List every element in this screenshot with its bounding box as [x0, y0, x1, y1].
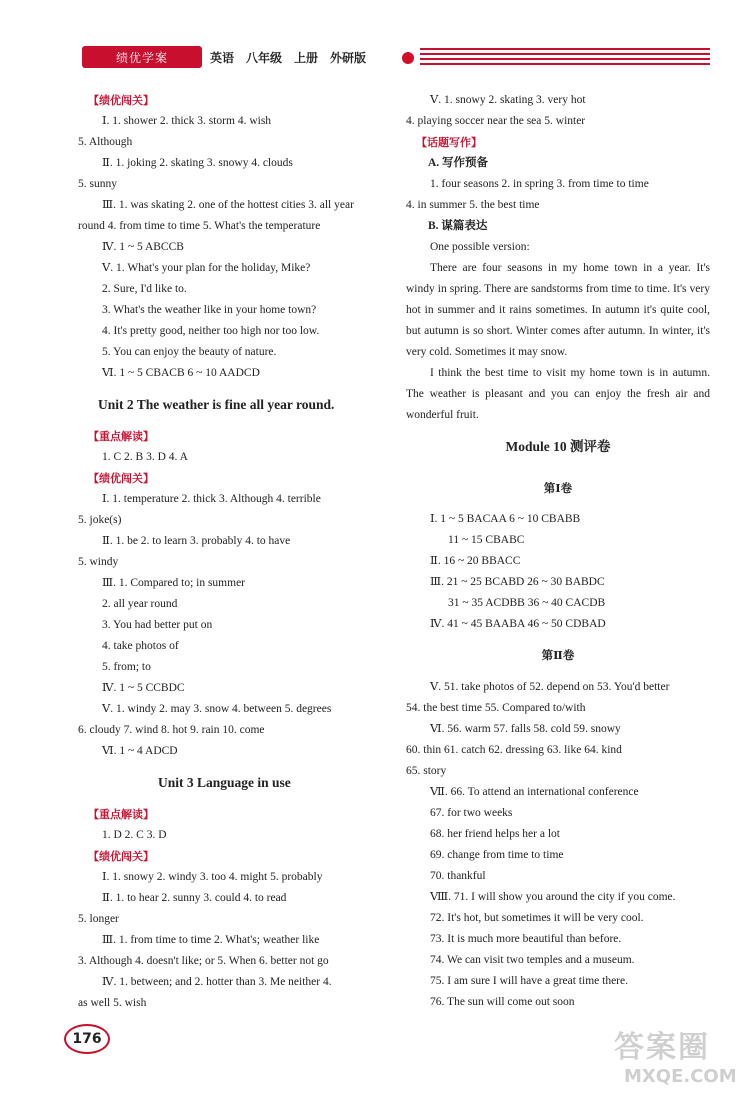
answer-line: 68. her friend helps her a lot — [430, 828, 560, 840]
answer-line: Ⅲ. 1. from time to time 2. What's; weather like — [102, 934, 320, 946]
subject: 英语 — [210, 50, 235, 65]
section-tag: 【绩优闯关】 — [88, 850, 154, 863]
answer-line: Ⅱ. 16 ~ 20 BBACC — [430, 555, 521, 567]
answer-line: Ⅶ. 66. To attend an international conference — [430, 786, 639, 798]
unit-heading: Unit 3 Language in use — [158, 775, 291, 790]
answer-line: 5. You can enjoy the beauty of nature. — [102, 346, 277, 358]
answer-line: 5. joke(s) — [78, 514, 122, 526]
answer-line: 73. It is much more beautiful than before. — [430, 933, 622, 945]
answer-line: Ⅵ. 1 ~ 5 CBACB 6 ~ 10 AADCD — [102, 367, 260, 379]
answer-line: 4. It's pretty good, neither too high nor too low. — [102, 325, 320, 337]
brand-label: 绩优学案 — [82, 46, 202, 68]
answer-line: Ⅳ. 1. between; and 2. hotter than 3. Me neither 4. — [102, 976, 332, 988]
answer-line: Ⅵ. 56. warm 57. falls 58. cold 59. snowy — [430, 723, 621, 735]
answer-line: 1. four seasons 2. in spring 3. from time to time — [430, 178, 649, 190]
answer-line: 4. in summer 5. the best time — [406, 199, 540, 211]
answer-line: 5. Although — [78, 136, 133, 148]
answer-line: Ⅴ. 1. snowy 2. skating 3. very hot — [430, 94, 586, 106]
answer-line: 76. The sun will come out soon — [430, 996, 575, 1008]
answer-line: 11 ~ 15 CBABC — [448, 534, 525, 546]
answer-line: 5. longer — [78, 913, 119, 925]
answer-line: One possible version: — [430, 241, 530, 253]
answer-line: 72. It's hot, but sometimes it will be very cool. — [430, 912, 644, 924]
answer-line: as well 5. wish — [78, 997, 147, 1009]
answer-line: 75. I am sure I will have a great time there. — [430, 975, 628, 987]
answer-line: Ⅰ. 1 ~ 5 BACAA 6 ~ 10 CBABB — [430, 513, 581, 525]
answer-line: 54. the best time 55. Compared to/with — [406, 702, 586, 714]
answer-line: Ⅱ. 1. to hear 2. sunny 3. could 4. to read — [102, 892, 287, 904]
section-tag: 【绩优闯关】 — [88, 94, 154, 107]
answer-line: 70. thankful — [430, 870, 486, 882]
sub-heading: A. 写作预备 — [428, 157, 489, 169]
answer-line: Ⅲ. 21 ~ 25 BCABD 26 ~ 30 BABDC — [430, 576, 605, 588]
answer-line: 3. You had better put on — [102, 619, 213, 631]
answer-line: Ⅵ. 1 ~ 4 ADCD — [102, 745, 178, 757]
answer-line: Ⅲ. 1. Compared to; in summer — [102, 577, 246, 589]
answer-line: 3. What's the weather like in your home town? — [102, 304, 317, 316]
grade: 八年级 — [246, 50, 283, 65]
answer-line: 5. sunny — [78, 178, 117, 190]
section-tag: 【重点解读】 — [88, 430, 154, 443]
unit-heading: Unit 2 The weather is fine all year round. — [98, 397, 335, 412]
section-tag: 【重点解读】 — [88, 808, 154, 821]
book-info — [210, 46, 366, 68]
answer-line: 65. story — [406, 765, 447, 777]
answer-line: Ⅳ. 1 ~ 5 ABCCB — [102, 241, 184, 253]
answer-line: Ⅴ. 51. take photos of 52. depend on 53. You'd better — [430, 681, 670, 693]
answer-line: Ⅴ. 1. windy 2. may 3. snow 4. between 5. degrees — [102, 703, 332, 715]
answer-line: 4. take photos of — [102, 640, 179, 652]
answer-line: 5. from; to — [102, 661, 151, 673]
header-dot-icon — [402, 52, 414, 64]
answer-line: 1. D 2. C 3. D — [102, 829, 167, 841]
answer-line: Ⅴ. 1. What's your plan for the holiday, Mike? — [102, 262, 311, 274]
answer-line: 4. playing soccer near the sea 5. winter — [406, 115, 586, 127]
answer-line: Ⅰ. 1. temperature 2. thick 3. Although 4. terrible — [102, 493, 321, 505]
answer-line: 6. cloudy 7. wind 8. hot 9. rain 10. come — [78, 724, 265, 736]
publisher: 外研版 — [330, 50, 367, 65]
answer-line: Ⅷ. 71. I will show you around the city if you come. — [430, 891, 676, 903]
watermark-logo — [604, 1018, 750, 1092]
section-tag: 【绩优闯关】 — [88, 472, 154, 485]
answer-line: Ⅱ. 1. be 2. to learn 3. probably 4. to have — [102, 535, 291, 547]
answer-line: Ⅰ. 1. shower 2. thick 3. storm 4. wish — [102, 115, 272, 127]
answer-line: 1. C 2. B 3. D 4. A — [102, 451, 188, 463]
answer-line: 67. for two weeks — [430, 807, 513, 819]
answer-line: Ⅳ. 1 ~ 5 CCBDC — [102, 682, 185, 694]
page-number: 176 — [64, 1024, 110, 1054]
answer-line: 3. Although 4. doesn't like; or 5. When 6. better not go — [78, 955, 329, 967]
page-header — [60, 40, 710, 72]
answer-line: Ⅰ. 1. snowy 2. windy 3. too 4. might 5. probably — [102, 871, 323, 883]
section-tag: 【话题写作】 — [416, 136, 482, 149]
answer-line: 74. We can visit two temples and a museum. — [430, 954, 635, 966]
answer-line: round 4. from time to time 5. What's the temperature — [78, 220, 321, 232]
answer-line: 2. all year round — [102, 598, 178, 610]
answer-line: 31 ~ 35 ACDBB 36 ~ 40 CACDB — [448, 597, 606, 609]
volume-heading: 第Ⅰ卷 — [543, 483, 573, 495]
answer-line: 69. change from time to time — [430, 849, 564, 861]
answer-line: 60. thin 61. catch 62. dressing 63. like 64. kind — [406, 744, 622, 756]
header-stripes — [420, 48, 710, 68]
essay-paragraph: There are four seasons in my home town in a year. It's windy in spring. There are sandstorms from time to time. It's very hot in summer and it rains sometimes. In autumn it's quite cool, but autumn is so short. Winter comes after autumn. In winter, it's very cold. Sometimes it may snow. — [406, 262, 710, 358]
answer-line: 2. Sure, I'd like to. — [102, 283, 187, 295]
answer-line: Ⅳ. 41 ~ 45 BAABA 46 ~ 50 CDBAD — [430, 618, 606, 630]
answer-line: Ⅱ. 1. joking 2. skating 3. snowy 4. clouds — [102, 157, 293, 169]
answer-line: 5. windy — [78, 556, 119, 568]
sub-heading: B. 谋篇表达 — [428, 220, 488, 232]
watermark-url: MXQE.COM — [624, 1066, 737, 1087]
essay-paragraph: I think the best time to visit my home town is in autumn. The weather is pleasant and you can enjoy the fresh air and wonderful fruit. — [406, 367, 710, 421]
answer-line: Ⅲ. 1. was skating 2. one of the hottest cities 3. all year — [102, 199, 354, 211]
module-heading: Module 10 测评卷 — [505, 439, 611, 454]
volume: 上册 — [294, 50, 319, 65]
volume-heading: 第Ⅱ卷 — [541, 650, 575, 662]
watermark-text: 答案圈 — [614, 1030, 710, 1065]
